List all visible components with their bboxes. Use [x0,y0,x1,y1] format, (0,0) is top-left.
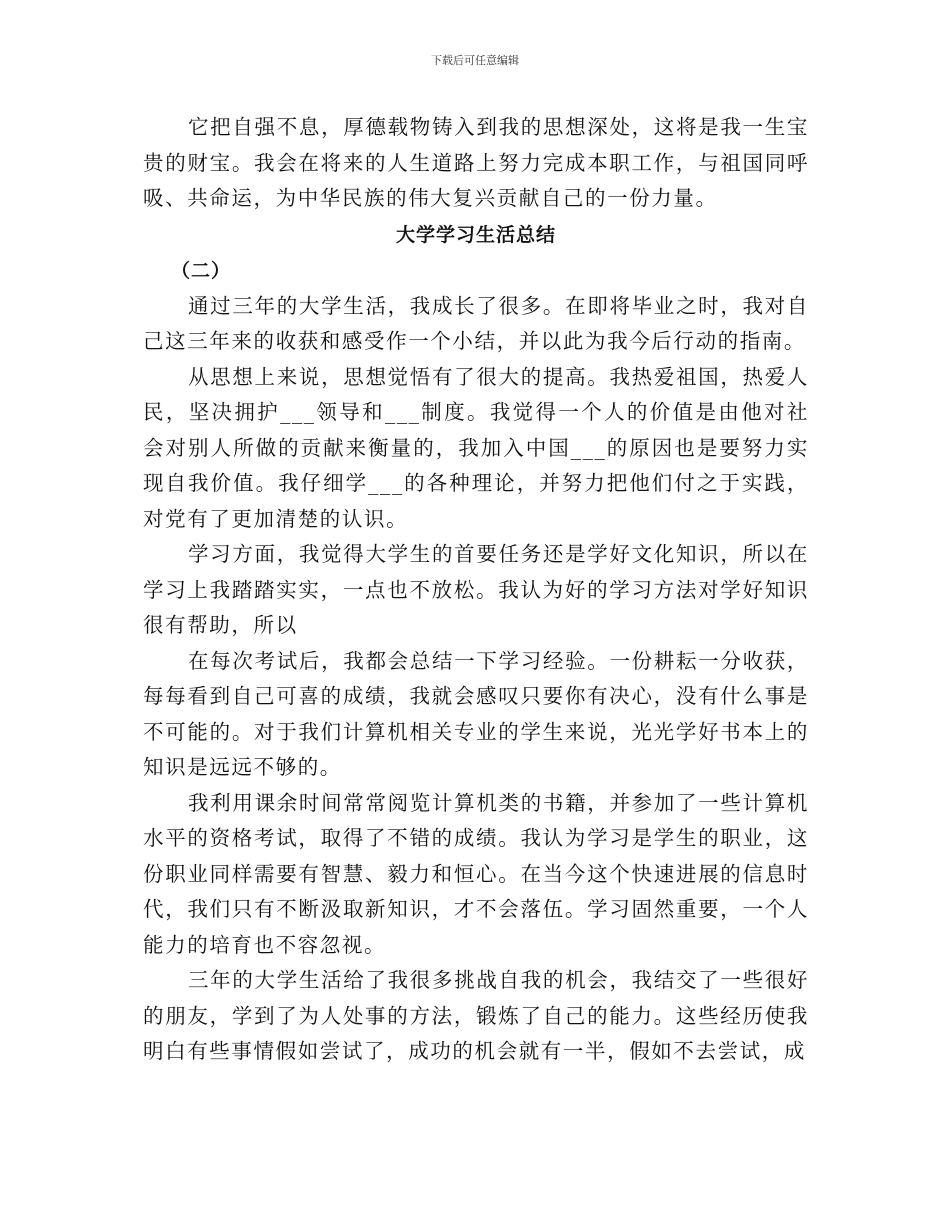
paragraph-continued: 它把自强不息，厚德载物铸入到我的思想深处，这将是我一生宝贵的财宝。我会在将来的人生道路上努力完成本职工作，与祖国同呼吸、共命运，为中华民族的伟大复兴贡献自己的一份力量。 [143,115,809,210]
paragraph: 从思想上来说，思想觉悟有了很大的提高。我热爱祖国，热爱人民，坚决拥护___领导和___制度。我觉得一个人的价值是由他对社会对别人所做的贡献来衡量的，我加入中国___的原因也是要努力实现自我价值。我仔细学___的各种理论，并努力把他们付之于实践，对党有了更加清楚的认识。 [143,364,809,531]
page-header-note: 下载后可任意编辑 [431,54,519,67]
paragraph: 三年的大学生活给了我很多挑战自我的机会，我结交了一些很好的朋友，学到了为人处事的方法，锻炼了自己的能力。这些经历使我明白有些事情假如尝试了，成功的机会就有一半，假如不去尝试，成 [143,968,809,1063]
paragraph: 在每次考试后，我都会总结一下学习经验。一份耕耘一分收获，每每看到自己可喜的成绩，我就会感叹只要你有决心，没有什么事是不可能的。对于我们计算机相关专业的学生来说，光光学好书本上的知识是远远不够的。 [143,648,809,779]
paragraph: 通过三年的大学生活，我成长了很多。在即将毕业之时，我对自己这三年来的收获和感受作一个小结，并以此为我今后行动的指南。 [143,293,809,353]
section-subtitle: （二） [171,259,232,282]
paragraph: 我利用课余时间常常阅览计算机类的书籍，并参加了一些计算机水平的资格考试，取得了不错的成绩。我认为学习是学生的职业，这份职业同样需要有智慧、毅力和恒心。在当今这个快速进展的信息时代，我们只有不断汲取新知识，才不会落伍。学习固然重要，一个人能力的培育也不容忽视。 [143,790,809,957]
section-title: 大学学习生活总结 [395,223,556,246]
document-body [143,110,809,1070]
paragraph: 学习方面，我觉得大学生的首要任务还是学好文化知识，所以在学习上我踏踏实实，一点也不放松。我认为好的学习方法对学好知识很有帮助，所以 [143,542,809,637]
